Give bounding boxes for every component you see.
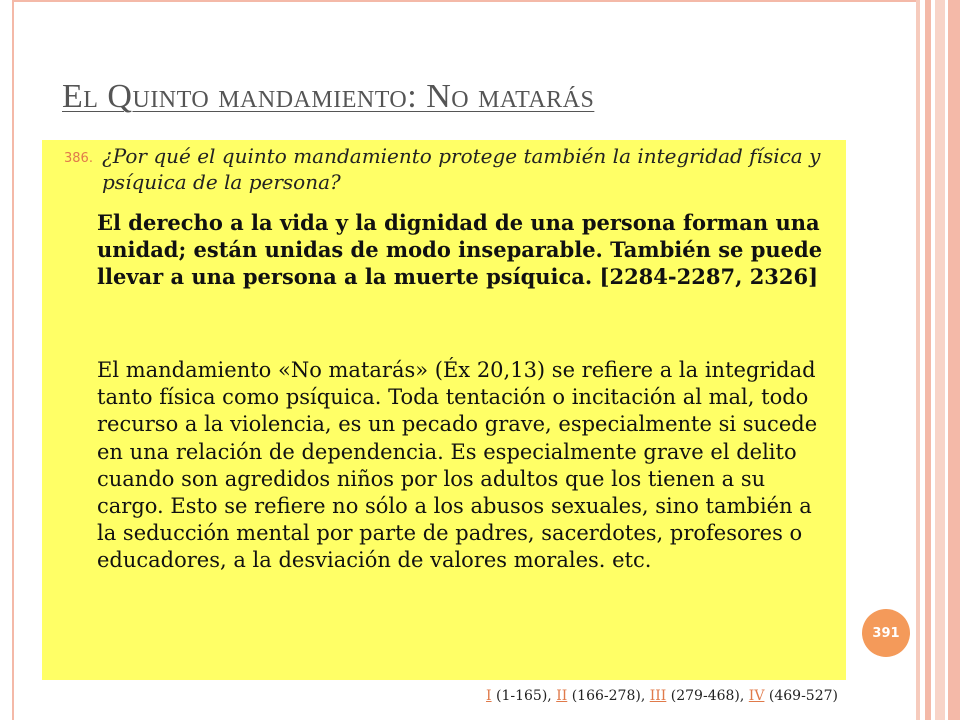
footer-link-part-3[interactable]: III (649, 688, 667, 704)
footer-range-part-1: (1-165), (496, 688, 552, 704)
footer-range-part-4: (469-527) (768, 688, 838, 704)
decorative-stripes (916, 0, 960, 720)
page-number-badge: 391 (862, 609, 910, 657)
footer-range-part-3: (279-468), (670, 688, 745, 704)
footer-range-part-2: (166-278), (571, 688, 646, 704)
question-number: 386. (64, 151, 93, 166)
slide-title: El Quinto mandamiento: No matarás (62, 78, 595, 115)
frame-top-border (12, 0, 918, 2)
comment-text: El mandamiento «No matarás» (Éx 20,13) se refiere a la integridad tanto física como psíquica. Toda tentación o incitación al mal, todo recurso a la violencia, es un pecado grave, especialmente si sucede en una relación de dependencia. Es especialmente grave el delito cuando son agredidos niños por los adultos que los tienen a su cargo. Esto se refiere no sólo a los abusos sexuales, sino también a la seducción mental por parte de padres, sacerdotes, profesores o educadores, a la desviación de valores morales. etc. (97, 358, 818, 573)
stripe (935, 0, 945, 720)
footer-link-part-1[interactable]: I (486, 688, 492, 704)
frame-left-border (12, 0, 14, 720)
question-text: ¿Por qué el quinto mandamiento protege también la integridad física y psíquica de la persona? (102, 144, 821, 194)
stripe (948, 0, 960, 720)
footer-link-part-4[interactable]: IV (748, 688, 765, 704)
footer-links (0, 688, 838, 704)
answer-text: El derecho a la vida y la dignidad de una persona forman una unidad; están unidas de modo inseparable. También se puede llevar a una persona a la muerte psíquica. [2284-2287, 2326] (97, 210, 823, 289)
footer-link-part-2[interactable]: II (556, 688, 568, 704)
